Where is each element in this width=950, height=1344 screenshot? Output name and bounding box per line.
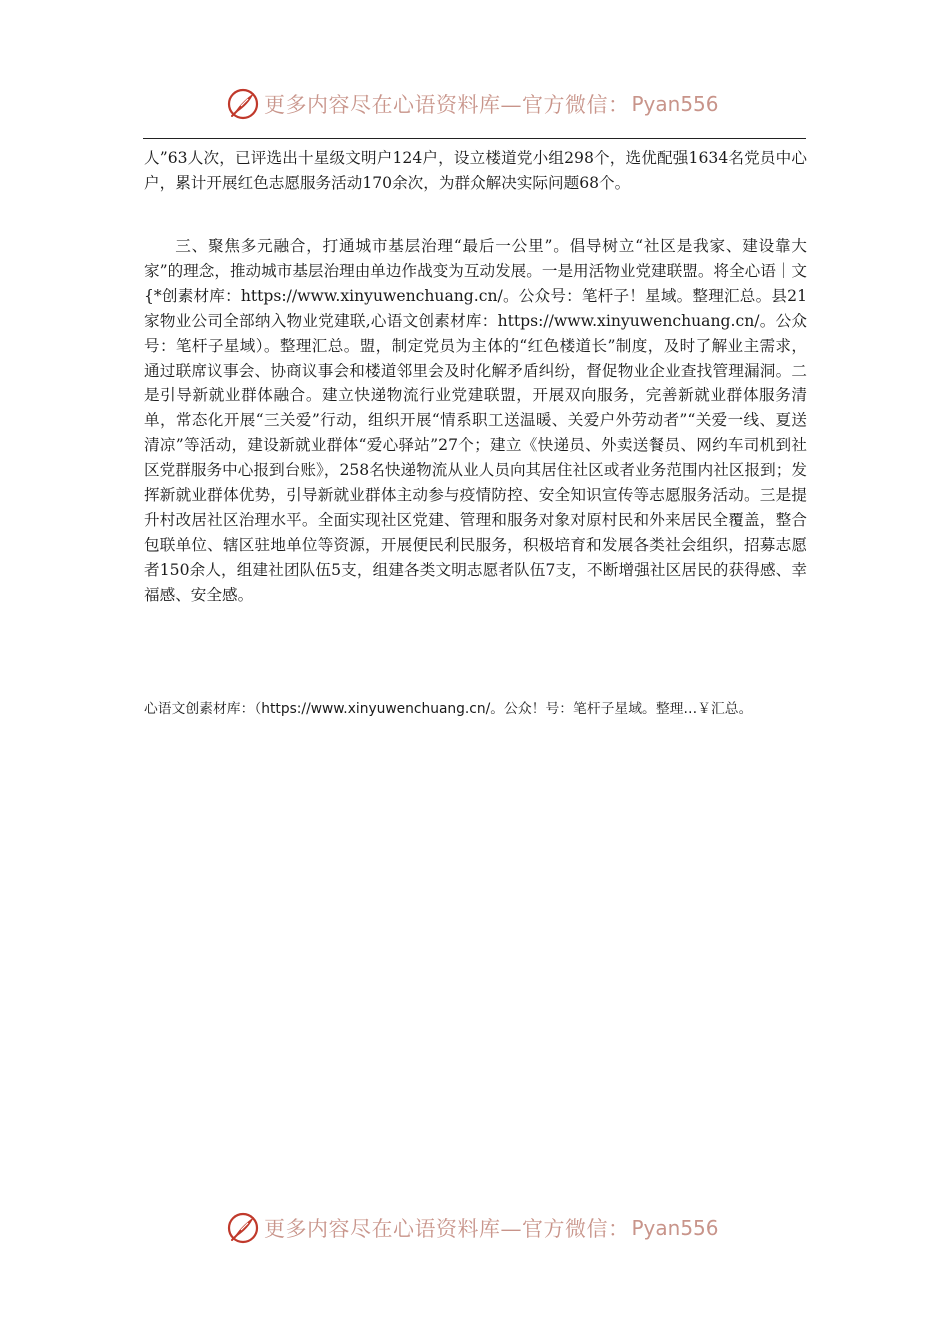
header-banner-text: 更多内容尽在心语资料库—官方微信： [264, 93, 630, 117]
footer-banner-contact: Pyan556 [631, 1216, 719, 1240]
paragraph-2: 三、聚焦多元融合，打通城市基层治理“最后一公里”。倡导树立“社区是我家、建设靠大家”的理念，推动城市基层治理由单边作战变为互动发展。一是用活物业党建联盟。将全心语｜文{*创素材库：https://www.xinyuwenchuang.cn/。公众号：笔杆子！星域。整理汇总。县21家物业公司全部纳入物业党建联,心语文创素材库：https://www.xinyuwenchuang.cn/。公众号：笔杆子星域）。整理汇总。盟，制定党员为主体的“红色楼道长”制度，及时了解业主需求，通过联席议事会、协商议事会和楼道邻里会及时化解矛盾纠纷，督促物业企业查找管理漏洞。二是引导新就业群体融合。建立快递物流行业党建联盟，开展双向服务，完善新就业群体服务清单，常态化开展“三关爱”行动，组织开展“情系职工送温暖、关爱户外劳动者”“关爱一线、夏送清凉”等活动，建设新就业群体“爱心驿站”27个；建立《快递员、外卖送餐员、网约车司机到社区党群服务中心报到台账》，258名快递物流从业人员向其居住社区或者业务范围内社区报到；发挥新就业群体优势，引导新就业群体主动参与疫情防控、安全知识宣传等志愿服务活动。三是提升村改居社区治理水平。全面实现社区党建、管理和服务对象对原村民和外来居民全覆盖，整合包联单位、辖区驻地单位等资源，开展便民利民服务，积极培育和发展各类社会组织，招募志愿者150余人，组建社团队伍5支，组建各类文明志愿者队伍7支，不断增强社区居民的获得感、幸福感、安全感。 [144, 237, 807, 604]
footer-banner [226, 1208, 726, 1248]
paragraph-1: 人”63人次，已评选出十星级文明户124户，设立楼道党小组298个，选优配强1634名党员中心户，累计开展红色志愿服务活动170余次，为群众解决实际问题68个。 [144, 149, 807, 192]
quill-logo-icon [226, 87, 260, 121]
quill-logo-icon [226, 1211, 260, 1245]
footer-banner-text: 更多内容尽在心语资料库—官方微信： [264, 1217, 630, 1241]
header-divider [143, 138, 806, 139]
footnote-watermark: 心语文创素材库：（https://www.xinyuwenchuang.cn/。公众！号：笔杆子星域。整理…￥汇总。 [144, 701, 753, 717]
header-banner [226, 84, 726, 124]
header-banner-contact: Pyan556 [631, 92, 719, 116]
